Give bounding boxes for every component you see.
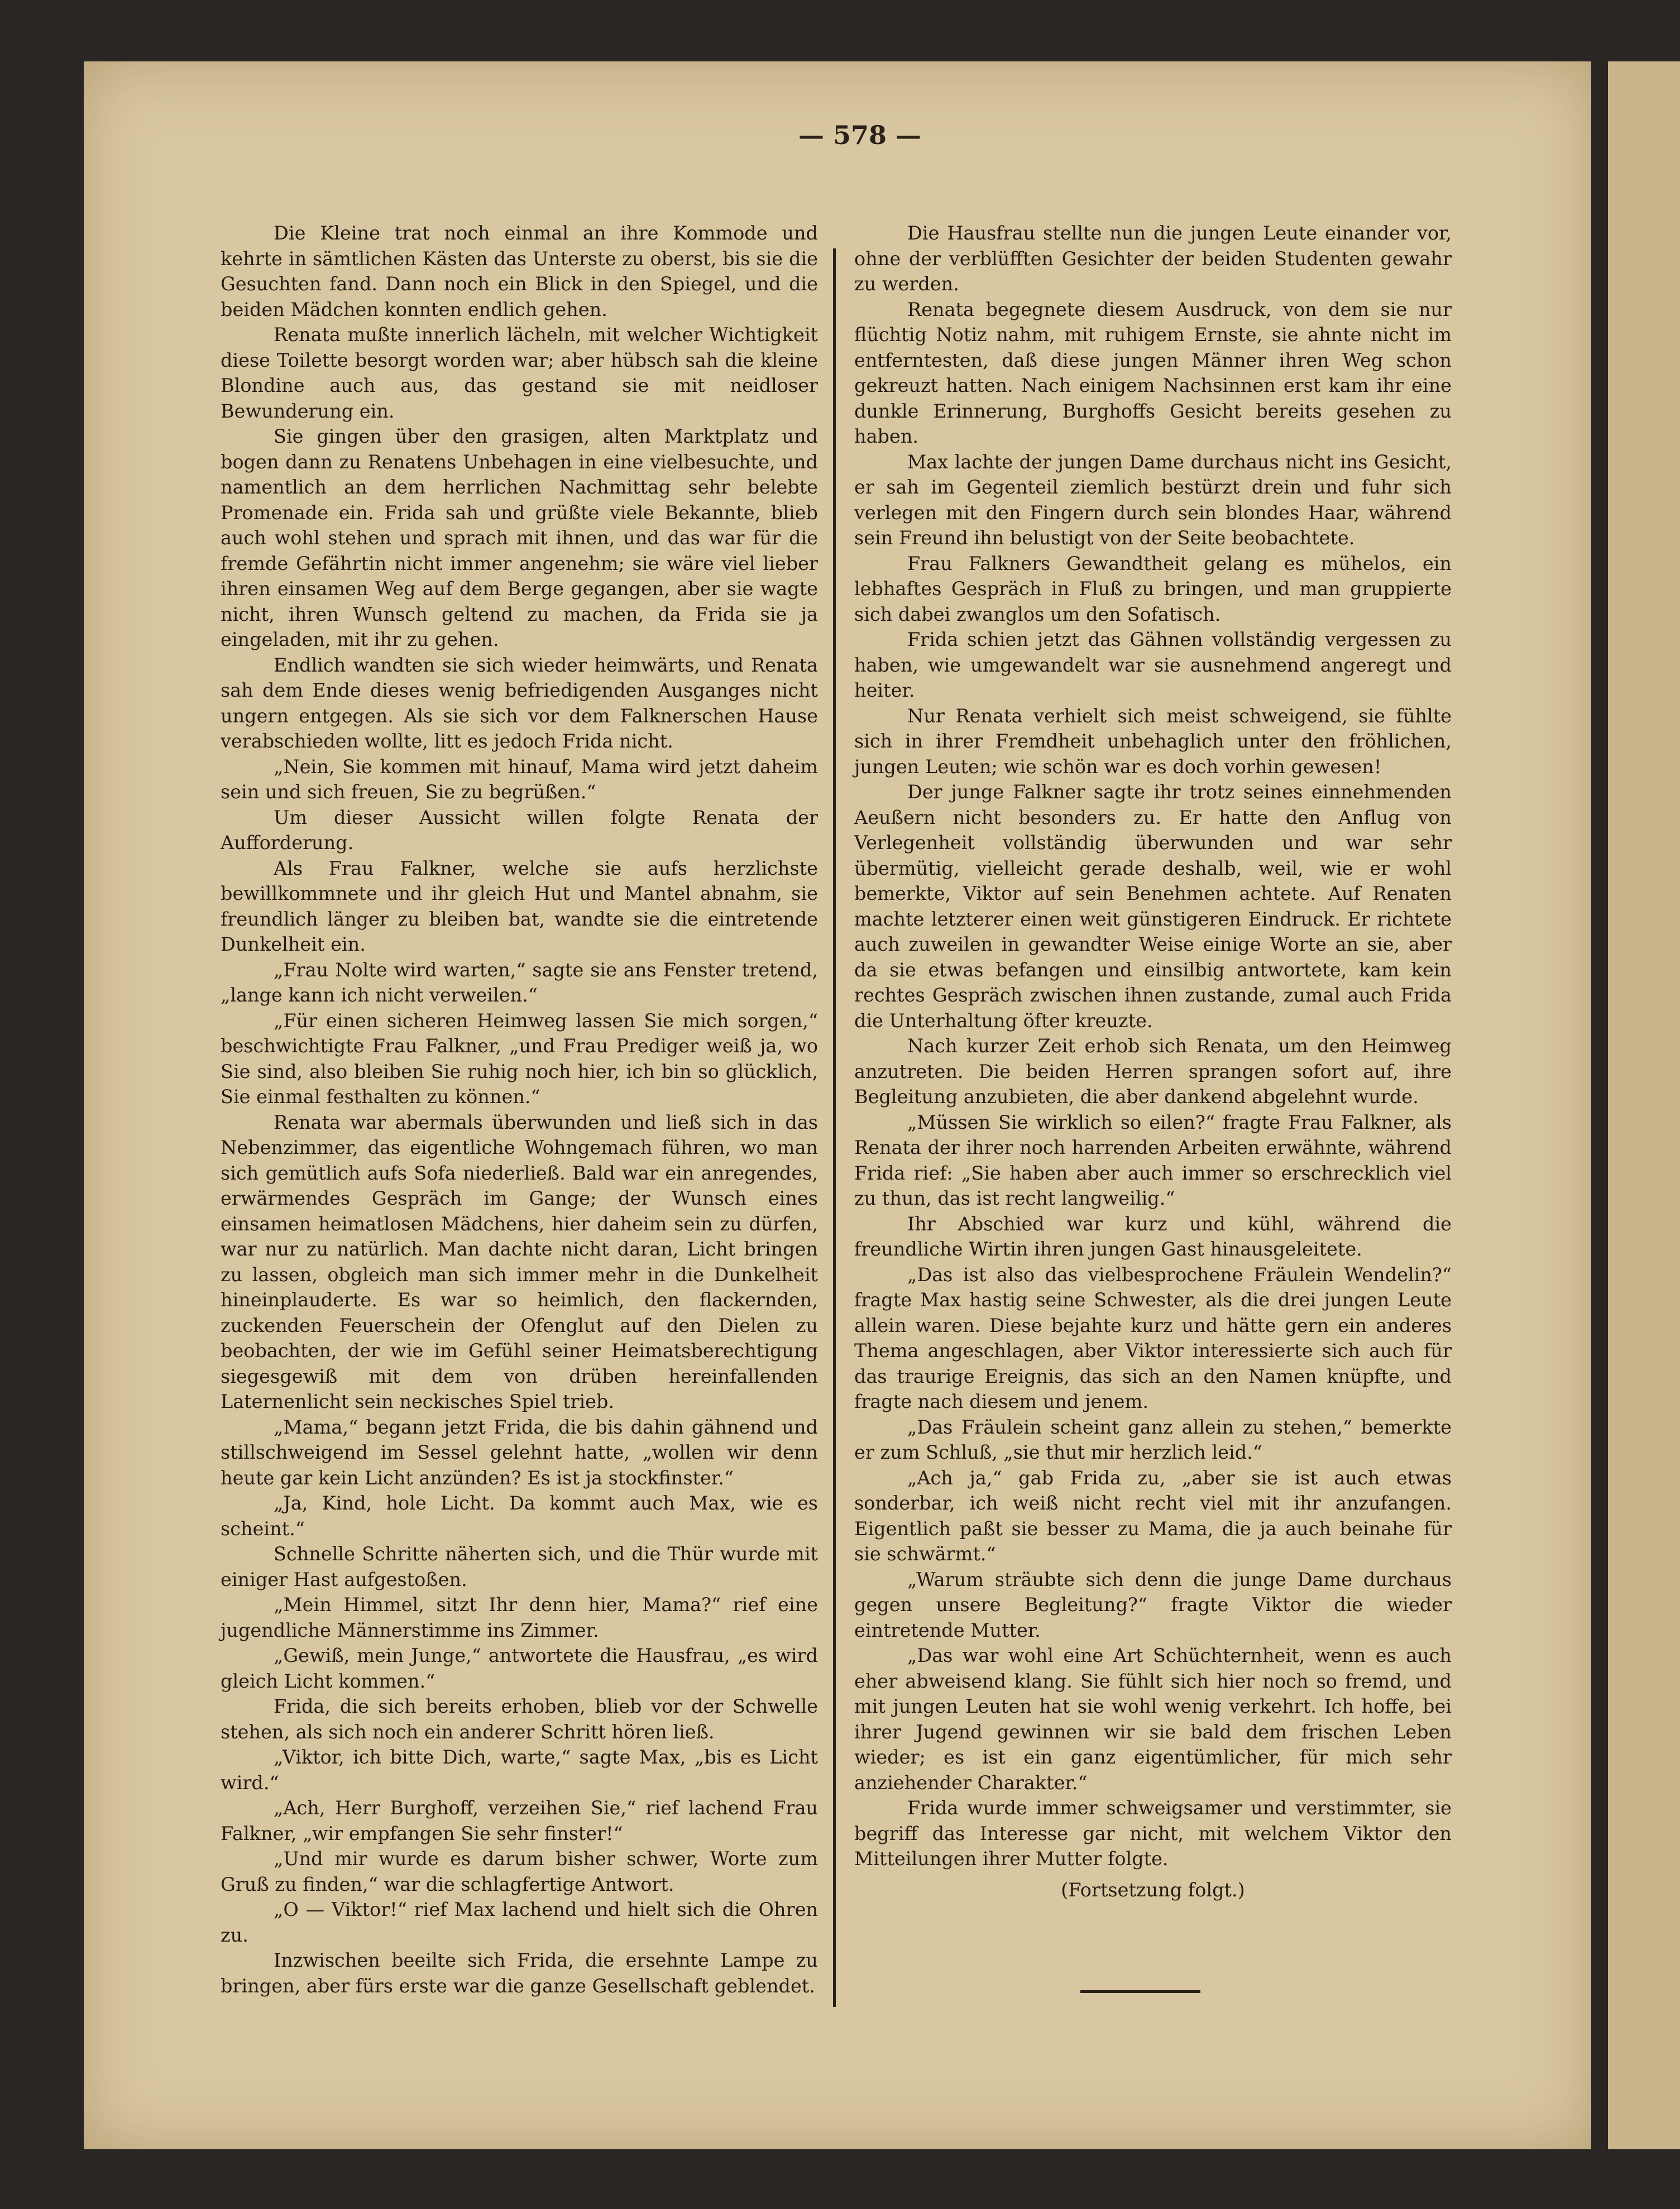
right-column [854, 221, 1452, 1903]
paragraph: Renata mußte innerlich lächeln, mit welcher Wichtigkeit diese Toilette besorgt worden war; aber hübsch sah die kleine Blondine auch aus, das gestand sie mit neidloser Bewunderung ein. [221, 324, 818, 422]
paragraph: „Mein Himmel, sitzt Ihr denn hier, Mama?“ rief eine jugendliche Männerstimme ins Zimmer. [221, 1594, 818, 1641]
paragraph: „O — Viktor!“ rief Max lachend und hielt sich die Ohren zu. [221, 1899, 818, 1946]
page-number: — 578 — [798, 120, 922, 150]
paragraph: „Müssen Sie wirklich so eilen?“ fragte Frau Falkner, als Renata der ihrer noch harrenden Arbeiten erwähnte, während Frida rief: „Sie haben aber auch immer so erschrecklich viel zu thun, das ist recht langweilig.“ [854, 1111, 1452, 1209]
left-column [221, 221, 818, 1999]
end-rule [1080, 1990, 1200, 1993]
paragraph: Als Frau Falkner, welche sie aufs herzlichste bewillkommnete und ihr gleich Hut und Mantel abnahm, sie freundlich länger zu bleiben bat, wandte sie die eintretende Dunkelheit ein. [221, 857, 818, 955]
paragraph: Die Hausfrau stellte nun die jungen Leute einander vor, ohne der verblüfften Gesichter der beiden Studenten gewahr zu werden. [854, 222, 1452, 295]
paragraph: „Frau Nolte wird warten,“ sagte sie ans Fenster tretend, „lange kann ich nicht verweilen.“ [221, 959, 818, 1006]
paragraph: „Mama,“ begann jetzt Frida, die bis dahin gähnend und stillschweigend im Sessel gelehnt hatte, „wollen wir denn heute gar kein Licht anzünden? Es ist ja stockfinster.“ [221, 1416, 818, 1489]
paragraph: Renata war abermals überwunden und ließ sich in das Nebenzimmer, das eigentliche Wohngemach führen, wo man sich gemütlich aufs Sofa niederließ. Bald war ein anregendes, erwärmendes Gespräch im Gange; der Wunsch eines einsamen heimatlosen Mädchens, hier daheim sein zu dürfen, war nur zu natürlich. Man dachte nicht daran, Licht bringen zu lassen, obgleich man sich immer mehr in die Dunkelheit hineinplauderte. Es war so heimlich, den flackernden, zuckenden Feuerschein der Ofenglut auf den Dielen zu beobachten, der wie im Gefühl seiner Heimatsberechtigung siegesgewiß mit dem von drüben hereinfallenden Laternenlicht sein neckisches Spiel trieb. [221, 1111, 818, 1412]
paragraph: Nur Renata verhielt sich meist schweigend, sie fühlte sich in ihrer Fremdheit unbehaglich unter den fröhlichen, jungen Leuten; wie schön war es doch vorhin gewesen! [854, 705, 1452, 778]
paragraph: „Ach, Herr Burghoff, verzeihen Sie,“ rief lachend Frau Falkner, „wir empfangen Sie sehr finster!“ [221, 1797, 818, 1844]
paragraph: „Nein, Sie kommen mit hinauf, Mama wird jetzt daheim sein und sich freuen, Sie zu begrüßen.“ [221, 755, 818, 803]
paragraph: „Ach ja,“ gab Frida zu, „aber sie ist auch etwas sonderbar, ich weiß nicht recht viel mit ihr anzufangen. Eigentlich paßt sie besser zu Mama, die ja auch beinahe für sie schwärmt.“ [854, 1467, 1452, 1565]
paragraph: Frau Falkners Gewandtheit gelang es mühelos, ein lebhaftes Gespräch in Fluß zu bringen, und man gruppierte sich dabei zwanglos um den Sofatisch. [854, 552, 1452, 625]
adjacent-page-edge [1608, 61, 1680, 2149]
paragraph: Der junge Falkner sagte ihr trotz seines einnehmenden Aeußern nicht besonders zu. Er hatte den Anflug von Verlegenheit vollständig überwunden und war sehr übermütig, vielleicht gerade deshalb, weil, wie er wohl bemerkte, Viktor auf sein Benehmen achtete. Auf Renaten machte letzterer einen weit günstigeren Eindruck. Er richtete auch zuweilen in gewandter Weise einige Worte an sie, aber da sie etwas befangen und einsilbig antwortete, kam kein rechtes Gespräch zwischen ihnen zustande, zumal auch Frida die Unterhaltung öfter kreuzte. [854, 781, 1452, 1032]
paragraph: Renata begegnete diesem Ausdruck, von dem sie nur flüchtig Notiz nahm, mit ruhigem Ernste, sie ahnte nicht im entferntesten, daß diese jungen Männer ihren Weg schon gekreuzt hatten. Nach einigem Nachsinnen erst kam ihr eine dunkle Erinnerung, Burghoffs Gesicht bereits gesehen zu haben. [854, 298, 1452, 447]
paragraph: „Viktor, ich bitte Dich, warte,“ sagte Max, „bis es Licht wird.“ [221, 1746, 818, 1794]
paragraph: Schnelle Schritte näherten sich, und die Thür wurde mit einiger Hast aufgestoßen. [221, 1543, 818, 1590]
paragraph: „Gewiß, mein Junge,“ antwortete die Hausfrau, „es wird gleich Licht kommen.“ [221, 1645, 818, 1692]
continuation-note: (Fortsetzung folgt.) [1061, 1879, 1245, 1901]
paragraph: Frida, die sich bereits erhoben, blieb vor der Schwelle stehen, als sich noch ein anderer Schritt hören ließ. [221, 1695, 818, 1743]
paragraph: „Das war wohl eine Art Schüchternheit, wenn es auch eher abweisend klang. Sie fühlt sich hier noch so fremd, und mit jungen Leuten hat sie wohl wenig verkehrt. Ich hoffe, bei ihrer Jugend gewinnen wir sie bald dem frischen Leben wieder; es ist ein ganz eigentümlicher, für mich sehr anziehender Charakter.“ [854, 1645, 1452, 1794]
paragraph: „Das ist also das vielbesprochene Fräulein Wendelin?“ fragte Max hastig seine Schwester, als die drei jungen Leute allein waren. Diese bejahte kurz und hätte gern ein anderes Thema angeschlagen, aber Viktor interessierte sich auch für das traurige Ereignis, das sich an den Namen knüpfte, und fragte nach diesem und jenem. [854, 1263, 1452, 1412]
paragraph: „Das Fräulein scheint ganz allein zu stehen,“ bemerkte er zum Schluß, „sie thut mir herzlich leid.“ [854, 1416, 1452, 1463]
paragraph: Inzwischen beeilte sich Frida, die ersehnte Lampe zu bringen, aber fürs erste war die ganze Gesellschaft geblendet. [221, 1949, 818, 1997]
paragraph: Frida wurde immer schweigsamer und verstimmter, sie begriff das Interesse gar nicht, mit welchem Viktor den Mitteilungen ihrer Mutter folgte. [854, 1797, 1452, 1870]
paragraph: Frida schien jetzt das Gähnen vollständig vergessen zu haben, wie umgewandelt war sie ausnehmend angeregt und heiter. [854, 629, 1452, 701]
column-divider [833, 248, 836, 2007]
paragraph: „Ja, Kind, hole Licht. Da kommt auch Max, wie es scheint.“ [221, 1492, 818, 1540]
paragraph: Die Kleine trat noch einmal an ihre Kommode und kehrte in sämtlichen Kästen das Unterste zu oberst, bis sie die Gesuchten fand. Dann noch ein Blick in den Spiegel, und die beiden Mädchen konnten endlich gehen. [221, 222, 818, 320]
paragraph: „Für einen sicheren Heimweg lassen Sie mich sorgen,“ beschwichtigte Frau Falkner, „und Frau Prediger weiß ja, wo Sie sind, also bleiben Sie ruhig noch hier, ich bin so glücklich, Sie einmal festhalten zu können.“ [221, 1009, 818, 1108]
paragraph: Nach kurzer Zeit erhob sich Renata, um den Heimweg anzutreten. Die beiden Herren sprangen sofort auf, ihre Begleitung anzubieten, die aber dankend abgelehnt wurde. [854, 1035, 1452, 1108]
paragraph: Um dieser Aussicht willen folgte Renata der Aufforderung. [221, 806, 818, 854]
paragraph: Sie gingen über den grasigen, alten Marktplatz und bogen dann zu Renatens Unbehagen in eine vielbesuchte, und namentlich an dem herrlichen Nachmittag sehr belebte Promenade ein. Frida sah und grüßte viele Bekannte, blieb auch wohl stehen und sprach mit ihnen, und das war für die fremde Gefährtin nicht immer angenehm; sie wäre viel lieber ihren einsamen Weg auf dem Berge gegangen, aber sie wagte nicht, ihren Wunsch geltend zu machen, da Frida sie ja eingeladen, mit ihr zu gehen. [221, 425, 818, 650]
paragraph: Endlich wandten sie sich wieder heimwärts, und Renata sah dem Ende dieses wenig befriedigenden Ausganges nicht ungern entgegen. Als sie sich vor dem Falknerschen Hause verabschieden wollte, litt es jedoch Frida nicht. [221, 654, 818, 752]
paragraph: „Und mir wurde es darum bisher schwer, Worte zum Gruß zu finden,“ war die schlagfertige Antwort. [221, 1848, 818, 1895]
paragraph: Max lachte der jungen Dame durchaus nicht ins Gesicht, er sah im Gegenteil ziemlich bestürzt drein und fuhr sich verlegen mit den Fingern durch sein blondes Haar, während sein Freund ihn belustigt von der Seite beobachtete. [854, 451, 1452, 549]
paragraph: Ihr Abschied war kurz und kühl, während die freundliche Wirtin ihren jungen Gast hinausgeleitete. [854, 1213, 1452, 1260]
paragraph: „Warum sträubte sich denn die junge Dame durchaus gegen unsere Begleitung?“ fragte Viktor die wieder eintretende Mutter. [854, 1568, 1452, 1641]
